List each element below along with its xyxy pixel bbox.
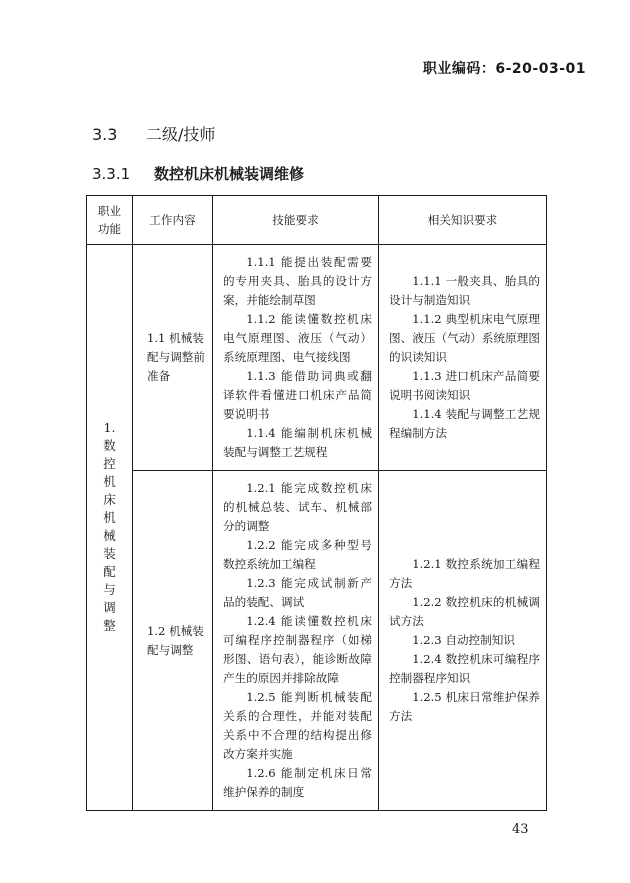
skill-cell — [213, 245, 379, 471]
skill-item: 1.2.4 能读懂数控机床可编程序控制器程序（如梯形图、语句表），能诊断故障产生的原因并排除故障 — [223, 614, 372, 685]
knowledge-item: 1.1.3 进口机床产品简要说明书阅读知识 — [389, 369, 540, 402]
knowledge-item: 1.1.1 一般夹具、胎具的设计与制造知识 — [389, 274, 540, 307]
header-skill: 技能要求 — [213, 196, 379, 245]
subsection-number: 3.3.1 — [92, 165, 131, 183]
knowledge-item: 1.2.4 数控机床可编程序控制器程序知识 — [389, 652, 540, 685]
subsection-title: 数控机床机械装调维修 — [154, 165, 305, 183]
occupation-code: 职业编码：6-20-03-01 — [422, 61, 586, 77]
function-label: 1.数控机床机械装配与调整 — [103, 420, 116, 633]
knowledge-item: 1.1.2 典型机床电气原理图、液压（气动）系统原理图的识读知识 — [389, 312, 540, 364]
work-cell: 1.2 机械装配与调整 — [133, 471, 213, 811]
section-heading — [92, 122, 215, 145]
skill-item: 1.2.1 能完成数控机床的机械总装、试车、机械部分的调整 — [223, 481, 372, 533]
header-knowledge: 相关知识要求 — [379, 196, 547, 245]
knowledge-cell — [379, 471, 547, 811]
skill-item: 1.2.3 能完成试制新产品的装配、调试 — [223, 576, 372, 609]
skill-item: 1.1.4 能编制机床机械装配与调整工艺规程 — [223, 426, 372, 459]
table-header-row — [87, 196, 547, 245]
work-cell: 1.1 机械装配与调整前准备 — [133, 245, 213, 471]
section-number: 3.3 — [92, 125, 118, 144]
knowledge-cell — [379, 245, 547, 471]
table-row — [87, 245, 547, 471]
section-title: 二级/技师 — [146, 125, 216, 144]
skill-item: 1.2.5 能判断机械装配关系的合理性，并能对装配关系中不合理的结构提出修改方案并实施 — [223, 690, 372, 761]
knowledge-item: 1.2.3 自动控制知识 — [412, 633, 515, 647]
header-work: 工作内容 — [133, 196, 213, 245]
page-number: 43 — [512, 822, 529, 837]
function-cell — [87, 245, 133, 811]
skill-item: 1.1.1 能提出装配需要的专用夹具、胎具的设计方案，并能绘制草图 — [223, 255, 372, 307]
knowledge-item: 1.2.5 机床日常维护保养方法 — [389, 690, 540, 723]
skill-item: 1.1.2 能读懂数控机床电气原理图、液压（气动）系统原理图、电气接线图 — [223, 312, 372, 364]
skill-cell — [213, 471, 379, 811]
knowledge-item: 1.1.4 装配与调整工艺规程编制方法 — [389, 407, 540, 440]
header-function: 职业功能 — [87, 196, 133, 245]
skill-item: 1.2.2 能完成多种型号数控系统加工编程 — [223, 538, 372, 571]
skill-item: 1.2.6 能制定机床日常维护保养的制度 — [223, 766, 372, 799]
knowledge-item: 1.2.2 数控机床的机械调试方法 — [389, 595, 540, 628]
skill-item: 1.1.3 能借助词典或翻译软件看懂进口机床产品简要说明书 — [223, 369, 372, 421]
skill-standard-table — [86, 195, 547, 811]
table-row — [87, 471, 547, 811]
subsection-heading — [92, 163, 304, 184]
knowledge-item: 1.2.1 数控系统加工编程方法 — [389, 557, 540, 590]
